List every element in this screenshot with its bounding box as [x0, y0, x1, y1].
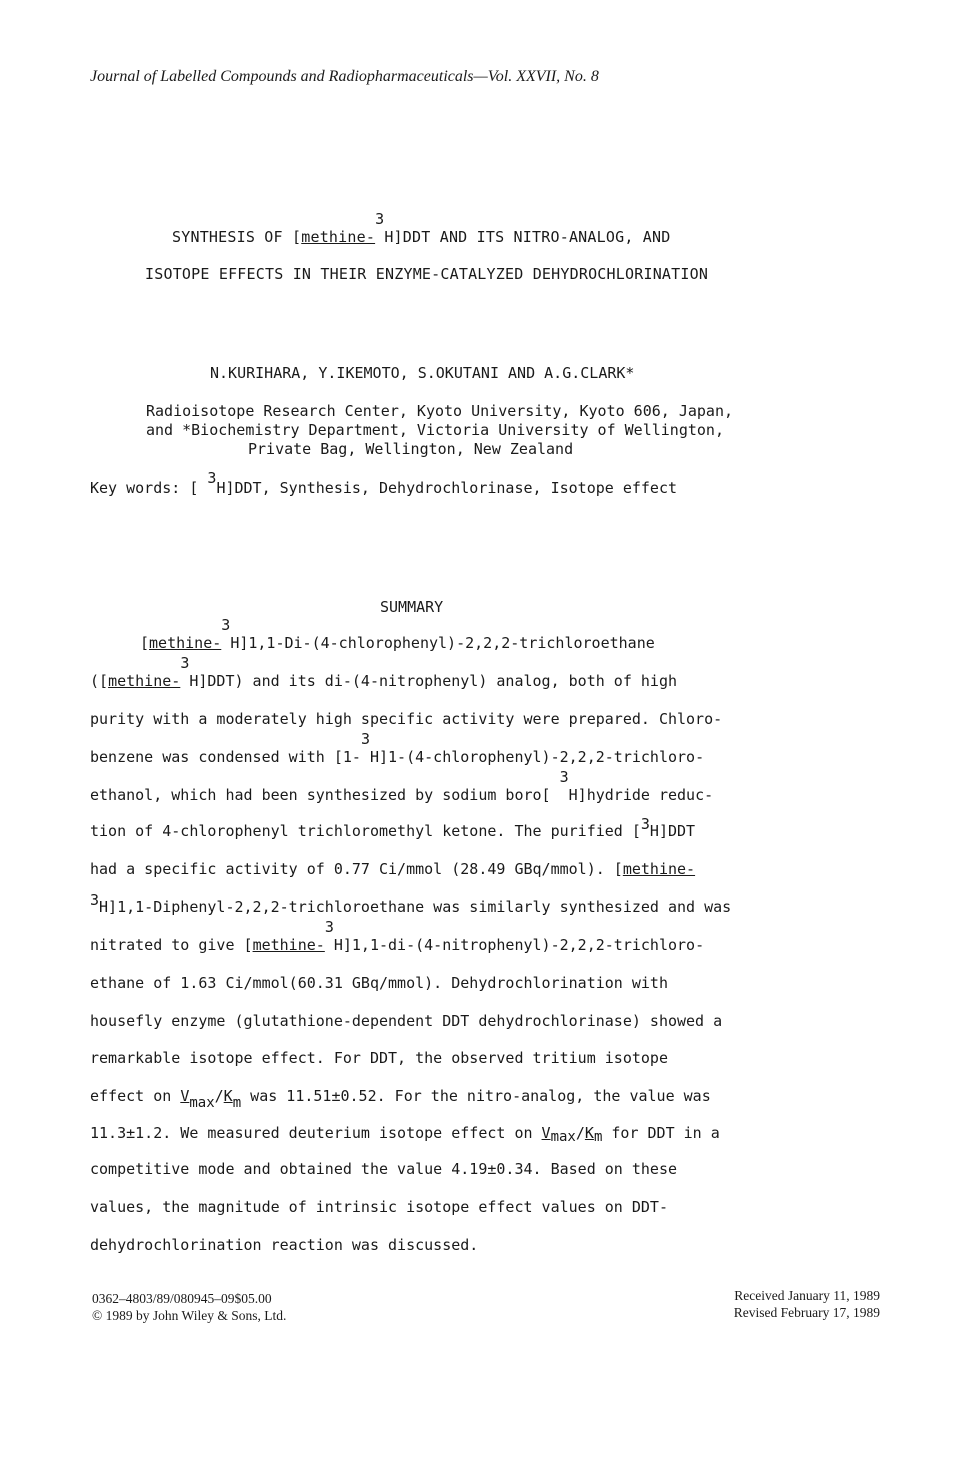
keywords-text: H]DDT, Synthesis, Dehydrochlorinase, Isotope effect — [216, 479, 678, 497]
text: tion of 4-chlorophenyl trichloromethyl ketone. The purified [ — [90, 822, 641, 840]
text: effect on — [90, 1087, 181, 1105]
summary-line — [90, 654, 678, 690]
summary-line — [90, 918, 705, 954]
superscript: 3 — [180, 654, 190, 672]
keywords-label: Key words: [ — [90, 479, 208, 497]
superscript: 3 — [90, 891, 100, 909]
summary-line: ethane of 1.63 Ci/mmol(60.31 GBq/mmol). Dehydrochlorination with — [90, 974, 668, 992]
methine: methine- — [108, 672, 181, 690]
copyright: © 1989 by John Wiley & Sons, Ltd. — [92, 1308, 287, 1323]
text: 11.3±1.2. We measured deuterium isotope effect on — [90, 1124, 542, 1142]
title-methine: methine- — [301, 228, 376, 246]
text: had a specific activity of 0.77 Ci/mmol (28.49 GBq/mmol). [ — [90, 860, 623, 878]
text: ethanol, which had been synthesized by sodium boro[ — [90, 786, 560, 804]
title-line-2: ISOTOPE EFFECTS IN THEIR ENZYME-CATALYZED DEHYDROCHLORINATION — [145, 265, 709, 283]
summary-heading: SUMMARY — [380, 598, 444, 616]
summary-line: remarkable isotope effect. For DDT, the observed tritium isotope — [90, 1049, 668, 1067]
summary-line — [90, 1124, 720, 1145]
summary-line — [140, 616, 655, 652]
title-text: SYNTHESIS OF [ — [172, 228, 302, 246]
superscript: 3 — [559, 768, 569, 786]
text: / — [214, 1087, 224, 1105]
keywords-superscript: 3 — [207, 469, 217, 487]
affiliation-line-3: Private Bag, Wellington, New Zealand — [248, 440, 574, 458]
article-code: 0362–4803/89/080945–09$05.00 — [92, 1291, 272, 1306]
text: [ — [140, 634, 150, 652]
summary-line — [90, 860, 695, 878]
summary-line — [90, 768, 714, 804]
affiliation-line-2: and *Biochemistry Department, Victoria University of Wellington, — [146, 421, 724, 439]
text: H]1,1-Diphenyl-2,2,2-trichloroethane was similarly synthesized and was — [99, 898, 732, 916]
text: for DDT in a — [602, 1124, 720, 1142]
text: nitrated to give [ — [90, 936, 253, 954]
km-k: K — [223, 1087, 233, 1105]
methine: methine- — [622, 860, 696, 878]
summary-line — [90, 730, 705, 766]
received-date: Received January 11, 1989 — [734, 1288, 880, 1303]
text: H]DDT) and its di-(4-nitrophenyl) analog, both of high — [189, 672, 678, 690]
revised-date: Revised February 17, 1989 — [733, 1305, 880, 1320]
superscript: 3 — [221, 616, 231, 634]
superscript: 3 — [324, 918, 334, 936]
title-line-1 — [172, 210, 671, 246]
summary-line: purity with a moderately high specific activity were prepared. Chloro- — [90, 710, 723, 728]
vmax-v: V — [541, 1124, 551, 1142]
superscript: 3 — [360, 730, 370, 748]
subscript: max — [550, 1129, 576, 1145]
summary-line: values, the magnitude of intrinsic isotope effect values on DDT- — [90, 1198, 668, 1216]
text: H]DDT — [649, 822, 696, 840]
keywords — [90, 469, 678, 497]
summary-line — [90, 1087, 711, 1111]
superscript: 3 — [640, 815, 650, 833]
text: H]1,1-Di-(4-chlorophenyl)-2,2,2-trichloroethane — [230, 634, 655, 652]
summary-line: dehydrochlorination reaction was discussed. — [90, 1236, 479, 1254]
summary-line — [90, 891, 732, 916]
methine: methine- — [149, 634, 222, 652]
text: H]1-(4-chlorophenyl)-2,2,2-trichloro- — [369, 748, 705, 766]
summary-line — [90, 815, 696, 840]
text: ([ — [90, 672, 109, 690]
subscript: m — [593, 1129, 603, 1145]
title-superscript: 3 — [375, 210, 385, 228]
journal-header: Journal of Labelled Compounds and Radiopharmaceuticals—Vol. XXVII, No. 8 — [90, 68, 599, 85]
subscript: m — [232, 1095, 242, 1111]
summary-line: housefly enzyme (glutathione-dependent DDT dehydrochlorinase) showed a — [90, 1012, 723, 1030]
subscript: max — [189, 1095, 215, 1111]
text: H]hydride reduc- — [568, 786, 714, 804]
text: benzene was condensed with [1- — [90, 748, 361, 766]
text: was 11.51±0.52. For the nitro-analog, the value was — [241, 1087, 711, 1105]
summary-line: competitive mode and obtained the value 4.19±0.34. Based on these — [90, 1160, 677, 1178]
methine: methine- — [252, 936, 325, 954]
vmax-v: V — [180, 1087, 190, 1105]
authors: N.KURIHARA, Y.IKEMOTO, S.OKUTANI AND A.G.CLARK* — [210, 364, 635, 382]
text: H]1,1-di-(4-nitrophenyl)-2,2,2-trichloro- — [333, 936, 705, 954]
title-text: H]DDT AND ITS NITRO-ANALOG, AND — [384, 228, 671, 246]
text: / — [575, 1124, 585, 1142]
affiliation-line-1: Radioisotope Research Center, Kyoto University, Kyoto 606, Japan, — [146, 402, 733, 420]
km-k: K — [584, 1124, 594, 1142]
